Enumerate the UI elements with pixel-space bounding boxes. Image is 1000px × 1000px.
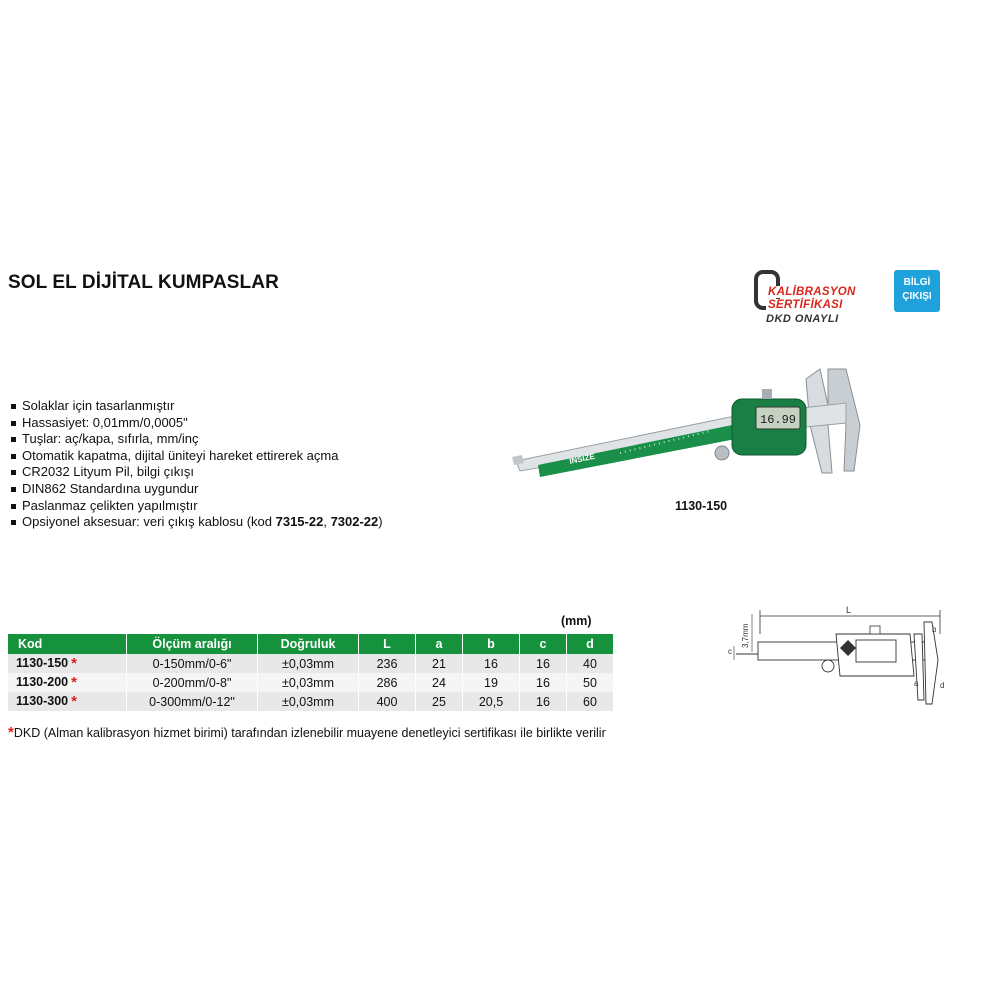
table-header-a: a bbox=[416, 634, 463, 654]
table-header-range: Ölçüm aralığı bbox=[127, 634, 258, 654]
table-header-row bbox=[8, 634, 614, 654]
table-cell-l: 400 bbox=[359, 692, 416, 711]
table-header-code: Kod bbox=[8, 634, 127, 654]
footnote bbox=[8, 724, 606, 741]
dimension-b-label: b bbox=[932, 625, 937, 634]
accessory-prefix: Opsiyonel aksesuar: veri çıkış kablosu (kod bbox=[22, 514, 276, 530]
table-cell-code bbox=[8, 654, 127, 673]
caliper-thumb-wheel bbox=[715, 446, 729, 460]
caliper-product-image bbox=[510, 365, 870, 485]
page-title: SOL EL DİJİTAL KUMPASLAR bbox=[8, 272, 279, 293]
feature-item: Paslanmaz çelikten yapılmıştır bbox=[10, 498, 383, 515]
feature-item: DIN862 Standardına uygundur bbox=[10, 481, 383, 498]
accessory-suffix: ) bbox=[378, 514, 383, 530]
footnote-asterisk: * bbox=[8, 724, 14, 741]
diagram-fixed-jaw bbox=[924, 622, 938, 704]
diagram-thumb-wheel bbox=[822, 660, 834, 672]
caliper-brand-text: INSIZE bbox=[568, 451, 596, 466]
table-cell-accuracy: ±0,03mm bbox=[258, 673, 359, 692]
feature-item: Solaklar için tasarlanmıştır bbox=[10, 398, 383, 415]
accessory-separator: , bbox=[323, 514, 331, 530]
table-cell-b: 16 bbox=[463, 654, 520, 673]
table-cell-b: 20,5 bbox=[463, 692, 520, 711]
data-output-badge-line1: BİLGİ bbox=[903, 277, 931, 288]
feature-item: Otomatik kapatma, dijital üniteyi hareket ettirerek açma bbox=[10, 448, 383, 465]
feature-list bbox=[10, 398, 383, 531]
table-cell-range: 0-150mm/0-6" bbox=[127, 654, 258, 673]
accessory-code-2: 7302-22 bbox=[330, 514, 379, 530]
table-cell-code bbox=[8, 673, 127, 692]
table-header-d: d bbox=[567, 634, 614, 654]
dimension-d-label: d bbox=[940, 681, 945, 690]
caliper-dimension-diagram bbox=[718, 604, 948, 710]
table-cell-a: 24 bbox=[416, 673, 463, 692]
table-cell-range: 0-300mm/0-12" bbox=[127, 692, 258, 711]
accessory-code-1: 7315-22 bbox=[275, 514, 324, 530]
dimension-c-label: c bbox=[728, 647, 732, 656]
model-code: 1130-150 bbox=[16, 656, 69, 670]
table-row bbox=[8, 692, 614, 711]
data-output-badge-line2: ÇIKIŞI bbox=[902, 291, 932, 302]
table-cell-c: 16 bbox=[520, 654, 567, 673]
footnote-text: DKD (Alman kalibrasyon hizmet birimi) tarafından izlenebilir muayene denetleyici sertifikası ile birlikte verilir bbox=[13, 726, 606, 740]
product-model-label: 1130-150 bbox=[675, 499, 728, 513]
dimension-thickness-label: 3,7mm bbox=[741, 623, 750, 648]
table-unit-label: (mm) bbox=[561, 614, 592, 628]
calibration-badge-line3: DKD ONAYLI bbox=[766, 313, 839, 325]
diagram-screw bbox=[870, 626, 880, 634]
table-cell-code bbox=[8, 692, 127, 711]
calibration-badge-line2: SERTİFİKASI bbox=[768, 299, 843, 311]
data-output-badge bbox=[894, 270, 940, 312]
certificate-asterisk: * bbox=[71, 693, 77, 710]
table-cell-c: 16 bbox=[520, 692, 567, 711]
feature-item-accessory bbox=[10, 514, 383, 531]
feature-item: CR2032 Lityum Pil, bilgi çıkışı bbox=[10, 464, 383, 481]
table-cell-a: 21 bbox=[416, 654, 463, 673]
table-header-c: c bbox=[520, 634, 567, 654]
certificate-asterisk: * bbox=[71, 655, 77, 672]
diagram-moving-jaw bbox=[914, 634, 924, 700]
table-header-l: L bbox=[359, 634, 416, 654]
model-code: 1130-300 bbox=[16, 694, 69, 708]
table-cell-range: 0-200mm/0-8" bbox=[127, 673, 258, 692]
model-code: 1130-200 bbox=[16, 675, 69, 689]
caliper-lcd-reading: 16.99 bbox=[760, 413, 797, 427]
dimension-l-label: L bbox=[846, 605, 852, 615]
table-cell-l: 286 bbox=[359, 673, 416, 692]
calibration-badge-line1: KALİBRASYON bbox=[768, 286, 856, 298]
table-cell-b: 19 bbox=[463, 673, 520, 692]
dimension-a-label: a bbox=[914, 679, 919, 688]
table-row bbox=[8, 673, 614, 692]
feature-item: Tuşlar: aç/kapa, sıfırla, mm/inç bbox=[10, 431, 383, 448]
calibration-certificate-badge bbox=[754, 270, 884, 330]
table-cell-d: 60 bbox=[567, 692, 614, 711]
table-cell-l: 236 bbox=[359, 654, 416, 673]
table-header-accuracy: Doğruluk bbox=[258, 634, 359, 654]
table-cell-a: 25 bbox=[416, 692, 463, 711]
table-header-b: b bbox=[463, 634, 520, 654]
caliper-lock-screw bbox=[762, 389, 772, 399]
table-cell-c: 16 bbox=[520, 673, 567, 692]
table-row bbox=[8, 654, 614, 673]
table-cell-accuracy: ±0,03mm bbox=[258, 654, 359, 673]
table-cell-d: 40 bbox=[567, 654, 614, 673]
table-cell-d: 50 bbox=[567, 673, 614, 692]
table-cell-accuracy: ±0,03mm bbox=[258, 692, 359, 711]
specification-table bbox=[8, 634, 614, 711]
feature-item: Hassasiyet: 0,01mm/0,0005" bbox=[10, 415, 383, 432]
certificate-asterisk: * bbox=[71, 674, 77, 691]
